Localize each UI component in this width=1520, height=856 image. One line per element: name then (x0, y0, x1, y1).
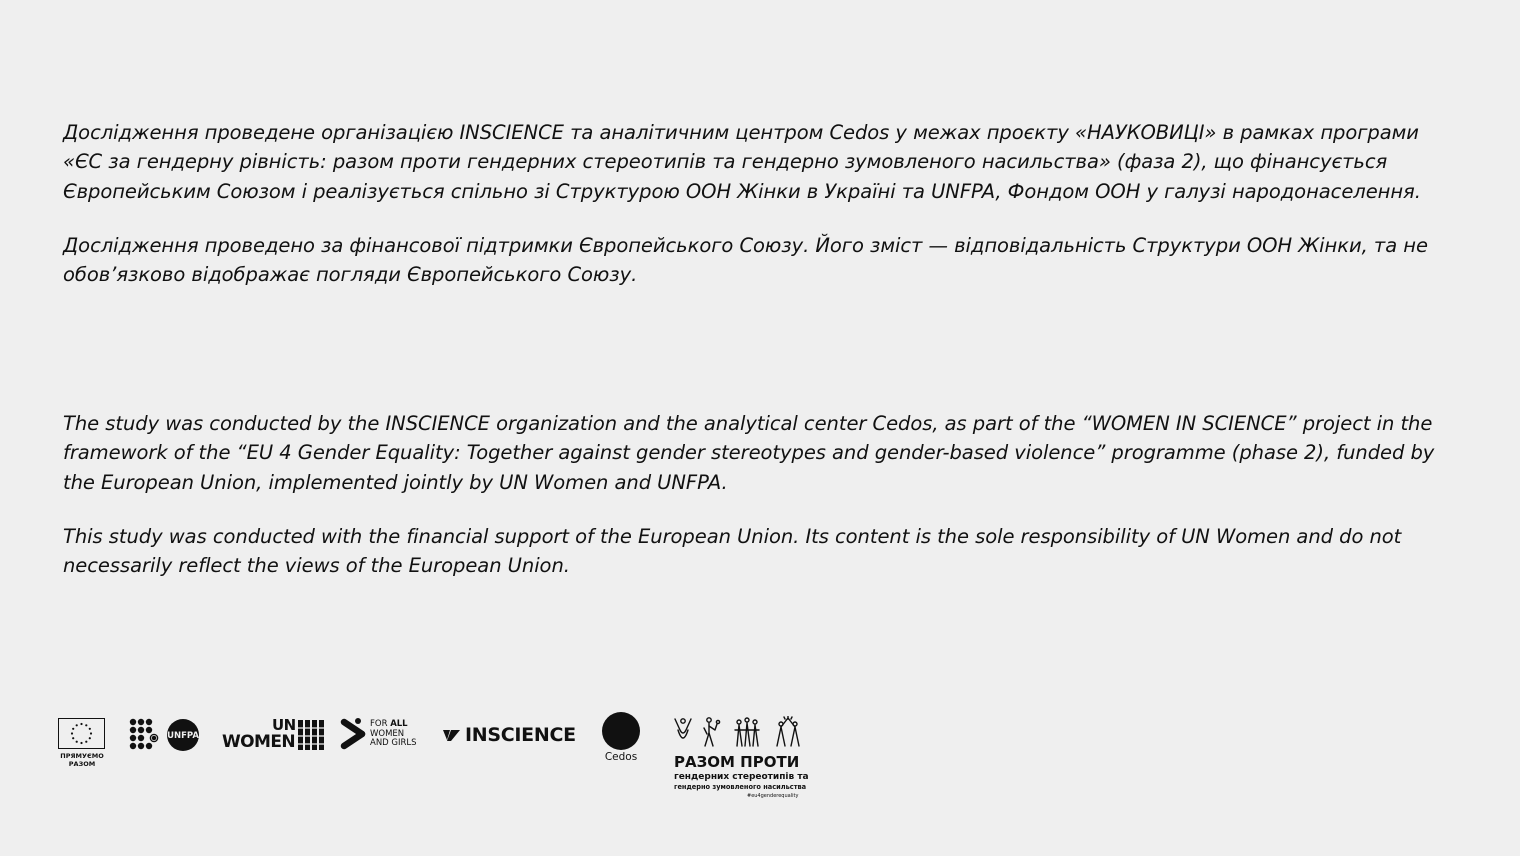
razom-hashtag: #eu4genderequality (747, 793, 799, 799)
for-all-line-1: FOR ALL (370, 719, 408, 729)
for-all-women-logo (338, 716, 428, 752)
razom-figures-icon (671, 716, 811, 752)
eu-caption-line-2: РАЗОМ (68, 760, 96, 768)
undp-unfpa-icon (129, 718, 199, 752)
razom-line-2: гендерно зумовленого насильства (674, 783, 807, 791)
cedos-logo (602, 712, 642, 768)
inscience-mark-icon (441, 724, 463, 746)
english-paragraph-2: This study was conducted with the financial support of the European Union. Its content is the sole responsibility of UN Women and do not necessarily reflect the views of the European Union. (63, 524, 1402, 578)
un-women-logo (222, 718, 332, 754)
eu-caption-line-1: ПРЯМУЄМО (60, 752, 104, 760)
partner-logos (58, 712, 818, 812)
un-women-line-2: WOMEN (222, 732, 295, 752)
ukrainian-paragraph-1: Дослідження проведене організацією INSCIENCE та аналітичним центром Cedos у межах проєкту «НАУКОВИЦІ» в рамках програми «ЄС за гендерну рівність: разом проти гендерних стереотипів та гендерно зумовленого насильства» (фаза 2), що фінансується Європейським Союзом і реалізується спільно зі Структурою ООН Жінки в Україні та UNFPA, Фондом ООН у галузі народонаселення. (63, 121, 1421, 203)
un-women-mark-icon (298, 720, 328, 752)
eu-logo (58, 718, 106, 768)
unfpa-label: UNFPA (167, 731, 199, 741)
cedos-label: Cedos (604, 751, 638, 763)
undp-unfpa-logo (129, 718, 199, 752)
un-women-line-1: UN (272, 716, 296, 734)
eu-caption (58, 752, 106, 768)
ukrainian-paragraph-2: Дослідження проведено за фінансової підтримки Європейського Союзу. Його зміст — відповідальність Структури ООН Жінки, та не обов’язково відображає погляди Європейського Союзу. (63, 233, 1428, 287)
for-all-line-3: AND GIRLS (370, 738, 417, 748)
cedos-circle-icon (602, 712, 640, 750)
english-paragraph-1: The study was conducted by the INSCIENCE organization and the analytical center Cedos, as part of the “WOMEN IN SCIENCE” project in the framework of the “EU 4 Gender Equality: Together against gender stereotypes and gender-based violence” programme (phase 2), funded by the European Union, implemented jointly by UN Women and UNFPA. (63, 412, 1435, 494)
inscience-logo (441, 724, 581, 746)
for-all-mark-icon (338, 716, 370, 752)
razom-proty-logo (671, 716, 811, 806)
eu-flag-icon (58, 718, 105, 749)
for-all-text (370, 720, 417, 749)
ukrainian-disclaimer (63, 118, 1463, 314)
inscience-label: INSCIENCE (465, 724, 576, 746)
english-disclaimer (63, 409, 1463, 605)
razom-line-1: гендерних стереотипів та (674, 772, 809, 782)
razom-title: РАЗОМ ПРОТИ (674, 753, 800, 771)
for-all-line-2: WOMEN (370, 728, 405, 739)
